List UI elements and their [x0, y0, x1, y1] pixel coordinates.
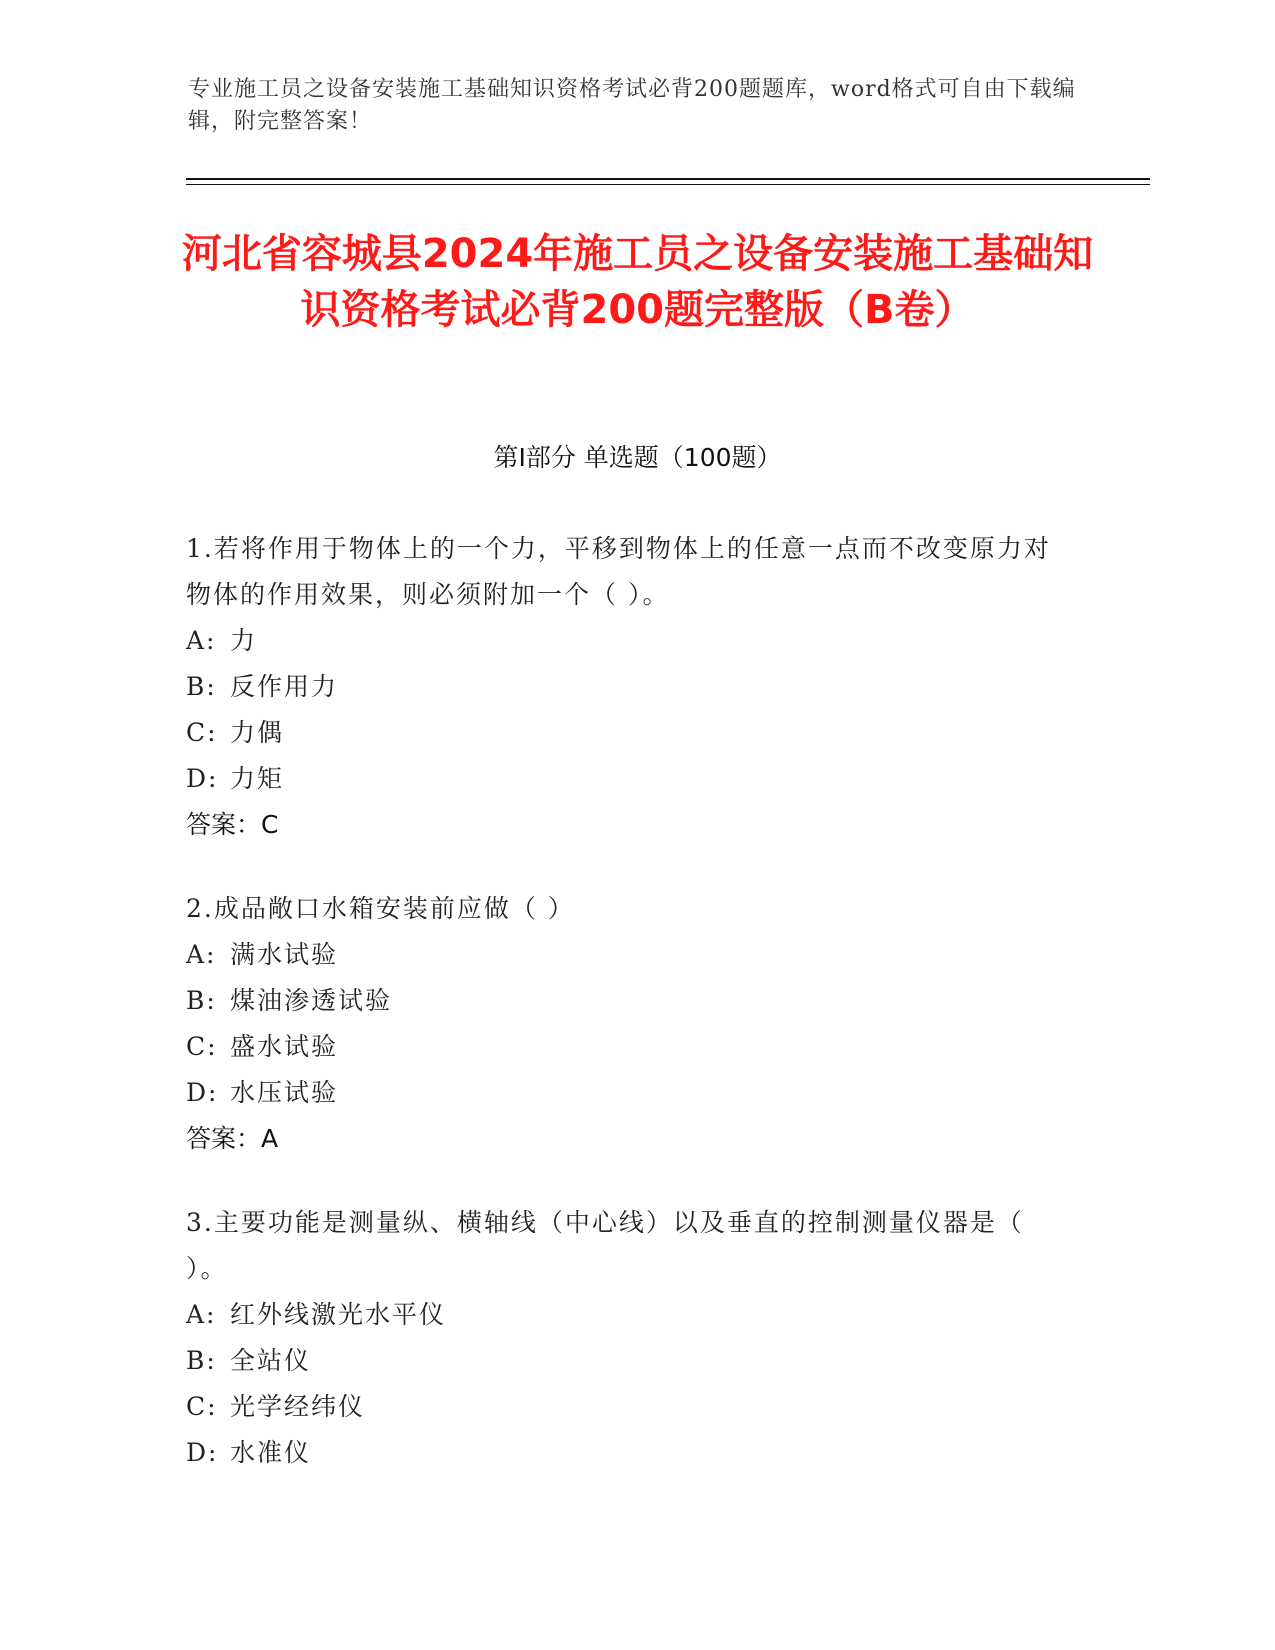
option-label: B: — [186, 672, 217, 701]
option-label: A: — [186, 1300, 217, 1329]
option-d — [186, 756, 1066, 802]
option-text: 红外线激光水平仪 — [230, 1300, 447, 1329]
option-a — [186, 618, 1066, 664]
option-text: 全站仪 — [230, 1346, 312, 1375]
option-b — [186, 664, 1066, 710]
document-title: 河北省容城县2024年施工员之设备安装施工基础知识资格考试必背200题完整版（B卷） — [181, 231, 1094, 333]
option-label: C: — [186, 718, 218, 747]
option-a — [186, 1292, 1066, 1338]
header-note: 专业施工员之设备安装施工基础知识资格考试必背200题题库，word格式可自由下载编辑，附完整答案！ — [188, 77, 1076, 134]
option-text: 水准仪 — [230, 1438, 312, 1467]
option-c — [186, 1024, 1066, 1070]
option-text: 满水试验 — [230, 940, 339, 969]
answer: 答案：C — [186, 810, 279, 839]
option-label: C: — [186, 1032, 218, 1061]
option-label: A: — [186, 940, 217, 969]
question-list — [186, 526, 1066, 1514]
option-text: 光学经纬仪 — [230, 1392, 366, 1421]
option-label: A: — [186, 626, 217, 655]
option-label: B: — [186, 1346, 217, 1375]
question-3 — [186, 1200, 1066, 1476]
question-2 — [186, 886, 1066, 1162]
option-c — [186, 710, 1066, 756]
option-d — [186, 1430, 1066, 1476]
question-1 — [186, 526, 1066, 848]
option-label: D: — [186, 764, 219, 793]
option-text: 水压试验 — [230, 1078, 339, 1107]
option-label: D: — [186, 1438, 219, 1467]
option-label: B: — [186, 986, 217, 1015]
option-label: D: — [186, 1078, 219, 1107]
option-b — [186, 978, 1066, 1024]
option-label: C: — [186, 1392, 218, 1421]
question-stem: 1.若将作用于物体上的一个力，平移到物体上的任意一点而不改变原力对物体的作用效果，则必须附加一个（ ）。 — [186, 534, 1051, 609]
header-divider-thick — [186, 178, 1150, 180]
option-text: 煤油渗透试验 — [230, 986, 393, 1015]
option-a — [186, 932, 1066, 978]
option-text: 盛水试验 — [230, 1032, 339, 1061]
option-text: 力 — [230, 626, 258, 655]
option-text: 力矩 — [230, 764, 285, 793]
option-text: 反作用力 — [230, 672, 339, 701]
header-divider-thin — [186, 184, 1150, 185]
answer: 答案：A — [186, 1124, 279, 1153]
question-stem: 2.成品敞口水箱安装前应做（ ） — [186, 894, 575, 923]
option-d — [186, 1070, 1066, 1116]
option-b — [186, 1338, 1066, 1384]
option-text: 力偶 — [230, 718, 285, 747]
question-stem: 3.主要功能是测量纵、横轴线（中心线）以及垂直的控制测量仪器是（ ）。 — [186, 1208, 1024, 1283]
option-c — [186, 1384, 1066, 1430]
section-title: 第Ⅰ部分 单选题（100题） — [493, 443, 782, 472]
